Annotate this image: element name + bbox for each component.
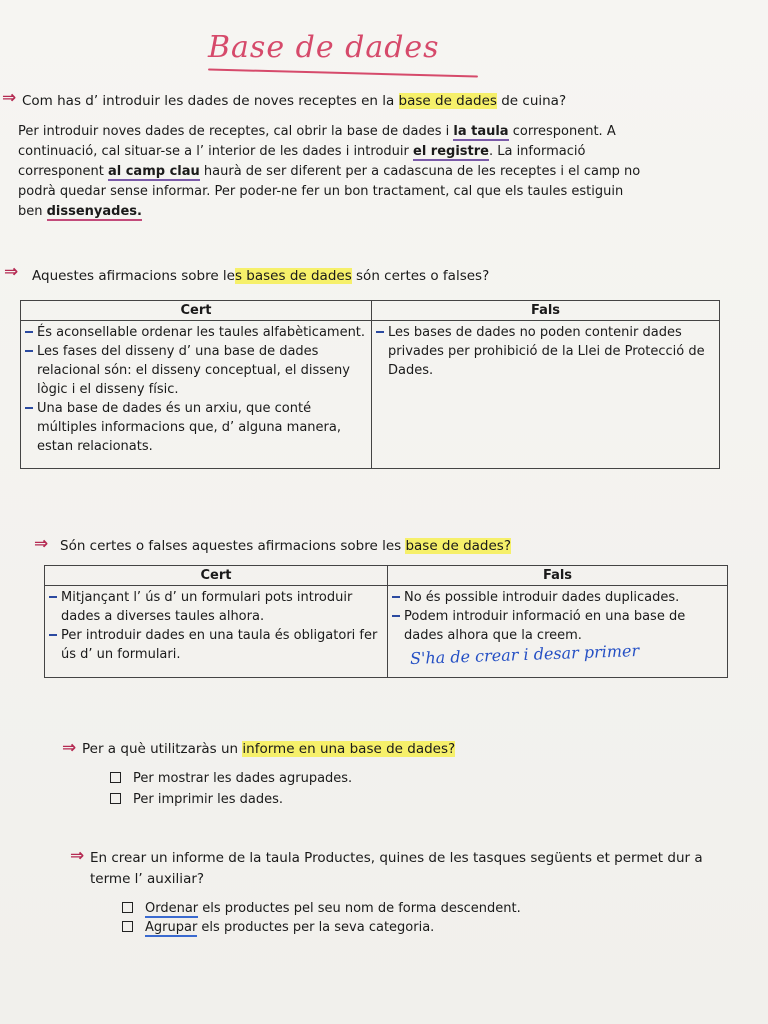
title-underline xyxy=(208,68,478,77)
arrow-icon: ⇒ xyxy=(62,738,77,758)
checkbox-icon[interactable] xyxy=(122,921,133,932)
arrow-icon: ⇒ xyxy=(34,534,49,554)
header-cert: Cert xyxy=(21,301,372,321)
list-item: Per introduir dades en una taula és obligatori fer ús d’ un formulari. xyxy=(49,626,383,664)
fals-cell xyxy=(372,321,720,469)
header-fals: Fals xyxy=(372,301,720,321)
option-item: Per mostrar les dades agrupades. xyxy=(110,771,352,786)
true-false-table-2 xyxy=(44,565,728,678)
cert-cell xyxy=(21,321,372,469)
handwritten-note: S'ha de crear i desar primer xyxy=(409,641,640,668)
arrow-icon: ⇒ xyxy=(70,846,85,866)
cert-cell xyxy=(45,586,388,678)
list-item: Una base de dades és un arxiu, que conté múltiples informacions que, d’ alguna manera, estan relacionats. xyxy=(25,399,367,456)
question-4: Per a què utilitzaràs un informe en una base de dades? xyxy=(82,741,456,757)
arrow-icon: ⇒ xyxy=(2,88,17,108)
answer-paragraph: Per introduir noves dades de receptes, cal obrir la base de dades i la taula corresponent. A continuació, cal situar-se a l’ interior de les dades i introduir el registre. La informació corresponent al camp clau haurà de ser diferent per a cadascuna de les receptes i el camp no podrà quedar sense informar. Per poder-ne fer un bon tractament, cal que els taules estiguin ben dissenyades. xyxy=(18,124,641,219)
list-item: Les fases del disseny d’ una base de dades relacional són: el disseny conceptual, el disseny lògic i el disseny físic. xyxy=(25,342,367,399)
true-false-table-1 xyxy=(20,300,720,469)
list-item: Podem introduir informació en una base de dades alhora que la creem. xyxy=(392,607,723,645)
header-fals: Fals xyxy=(388,566,728,586)
question-5: En crear un informe de la taula Productes, quines de les tasques següents et permet dur a xyxy=(90,850,703,866)
question-3: Són certes o falses aquestes afirmacions sobre les base de dades? xyxy=(60,538,512,554)
page-title: Base de dades xyxy=(208,30,440,65)
checkbox-icon[interactable] xyxy=(110,793,121,804)
question-1: Com has d’ introduir les dades de noves receptes en la base de dades de cuina? xyxy=(22,93,567,109)
list-item: Mitjançant l’ ús d’ un formulari pots introduir dades a diverses taules alhora. xyxy=(49,588,383,626)
list-item: Les bases de dades no poden contenir dades privades per prohibició de la Llei de Protecció de Dades. xyxy=(376,323,715,380)
option-item: Agrupar els productes per la seva categoria. xyxy=(122,920,434,935)
option-item: Per imprimir les dades. xyxy=(110,792,283,807)
header-cert: Cert xyxy=(45,566,388,586)
option-item: Ordenar els productes pel seu nom de forma descendent. xyxy=(122,901,521,916)
arrow-icon: ⇒ xyxy=(4,262,19,282)
checkbox-icon[interactable] xyxy=(110,772,121,783)
question-5-cont: terme l’ auxiliar? xyxy=(90,871,205,887)
question-2: Aquestes afirmacions sobre les bases de dades són certes o falses? xyxy=(32,268,490,284)
list-item: És aconsellable ordenar les taules alfabèticament. xyxy=(25,323,367,342)
checkbox-icon[interactable] xyxy=(122,902,133,913)
list-item: No és possible introduir dades duplicades. xyxy=(392,588,723,607)
